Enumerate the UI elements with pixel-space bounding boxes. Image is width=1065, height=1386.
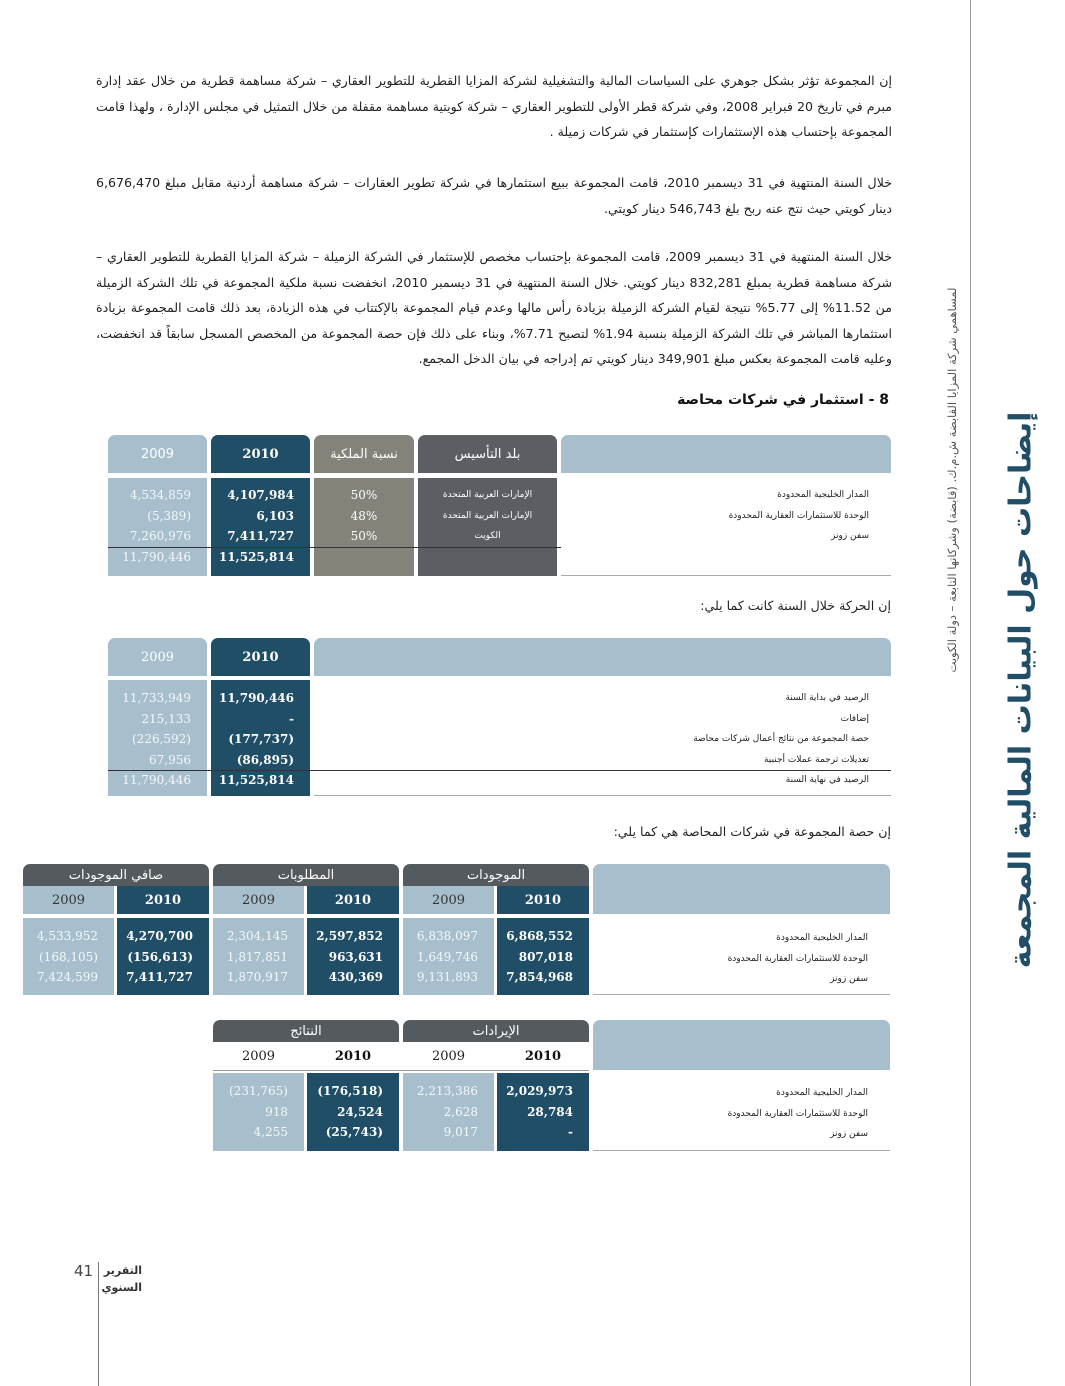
cell: 2,628 bbox=[443, 1104, 478, 1119]
group-revenues: الإيرادات bbox=[403, 1020, 589, 1042]
col-2009 bbox=[108, 680, 207, 796]
row-label: تعديلات ترجمة عملات أجنبية bbox=[763, 754, 869, 765]
total-rule bbox=[108, 770, 891, 771]
total-rule bbox=[108, 547, 561, 548]
cell-2009: 4,534,859 bbox=[129, 488, 191, 502]
cell-2009: (226,592) bbox=[132, 732, 191, 746]
cell: 7,424,599 bbox=[36, 970, 98, 984]
header-2010: 2010 bbox=[117, 886, 209, 914]
header-name bbox=[593, 1020, 890, 1070]
paragraph-sale: خلال السنة المنتهية في 31 ديسمبر 2010، قامت المجموعة ببيع استثمارها في شركة تطوير العقارات – شركة مساهمة أردنية مقابل مبلغ 6,676,470 دينار كويتي حيث نتج عنه ربح بلغ 546,743 دينار كويتي. bbox=[96, 175, 892, 216]
row-label: الرصيد في بداية السنة bbox=[785, 693, 869, 703]
cell: 2,029,973 bbox=[506, 1084, 573, 1098]
header-name bbox=[561, 435, 891, 473]
cell: 963,631 bbox=[328, 949, 383, 964]
header-2009: 2009 bbox=[108, 638, 207, 676]
cell-country: الكويت bbox=[474, 531, 501, 541]
header-name bbox=[593, 864, 890, 914]
logo-line: السنوي bbox=[101, 1281, 142, 1294]
col-liabilities-2009 bbox=[213, 918, 304, 995]
cell-country: الإمارات العربية المتحدة bbox=[442, 490, 533, 500]
header-2010: 2010 bbox=[211, 638, 310, 676]
cell-ownership: 50% bbox=[350, 529, 378, 543]
row-label: المدار الخليجية المحدودة bbox=[777, 490, 869, 500]
col-2010 bbox=[211, 680, 310, 796]
row-label: الوحدة للاستثمارات العقارية المحدودة bbox=[727, 1108, 868, 1119]
cell: 430,369 bbox=[328, 970, 383, 984]
logo-line: التقرير bbox=[103, 1264, 142, 1277]
intro-share: إن حصة المجموعة في شركات المحاصة هي كما يلي: bbox=[613, 824, 891, 839]
header-2010: 2010 bbox=[497, 886, 589, 914]
cell: 9,017 bbox=[443, 1125, 478, 1139]
col-assets-2009 bbox=[403, 918, 494, 995]
col-name bbox=[561, 478, 891, 576]
cell-2009: 11,733,949 bbox=[122, 691, 191, 705]
total-2010: 11,525,814 bbox=[218, 773, 294, 787]
cell-2010: 4,107,984 bbox=[227, 488, 294, 502]
total-2009: 11,790,446 bbox=[122, 773, 191, 787]
col-liabilities-2010 bbox=[307, 918, 399, 995]
cell: 4,255 bbox=[253, 1125, 288, 1139]
cell-2009: 215,133 bbox=[141, 711, 191, 726]
cell: (168,105) bbox=[39, 949, 98, 964]
cell: 24,524 bbox=[337, 1104, 383, 1119]
header-2010: 2010 bbox=[307, 886, 399, 914]
cell: (25,743) bbox=[325, 1125, 383, 1139]
header-2009: 2009 bbox=[403, 886, 494, 914]
col-name bbox=[593, 918, 890, 995]
col-ownership bbox=[314, 478, 414, 576]
header-country: بلد التأسيس bbox=[418, 435, 557, 473]
group-assets: الموجودات bbox=[403, 864, 589, 886]
col-results-2009 bbox=[213, 1073, 304, 1151]
group-liabilities: المطلوبات bbox=[213, 864, 399, 886]
cell: 918 bbox=[265, 1104, 288, 1119]
header-2009: 2009 bbox=[241, 1048, 276, 1064]
row-label: حصة المجموعة من نتائج أعمال شركات محاصة bbox=[693, 734, 869, 744]
side-title: إيضاحات حول البيانات المالية المجمعة bbox=[1003, 411, 1039, 969]
col-net-assets-2010 bbox=[117, 918, 209, 995]
header-2010: 2010 bbox=[334, 1048, 372, 1064]
cell: 6,868,552 bbox=[506, 929, 573, 943]
cell: 7,854,968 bbox=[506, 970, 573, 984]
annual-report-logo bbox=[101, 1262, 142, 1296]
cell-2009: 7,260,976 bbox=[129, 529, 191, 543]
row-label: المدار الخليجية المحدودة bbox=[776, 1088, 868, 1098]
cell: - bbox=[568, 1125, 573, 1139]
cell-ownership: 50% bbox=[350, 488, 378, 502]
col-revenues-2009 bbox=[403, 1073, 494, 1151]
intro-movement: إن الحركة خلال السنة كانت كما يلي: bbox=[700, 598, 891, 613]
cell: 28,784 bbox=[527, 1104, 573, 1119]
cell: 1,870,917 bbox=[226, 970, 288, 984]
row-label: إضافات bbox=[840, 713, 869, 724]
row-label: المدار الخليجية المحدودة bbox=[776, 933, 868, 943]
col-assets-2010 bbox=[497, 918, 589, 995]
header-2009: 2009 bbox=[431, 1048, 466, 1064]
cell-ownership: 48% bbox=[350, 508, 378, 523]
row-label: الوحدة للاستثمارات العقارية المحدودة bbox=[727, 953, 868, 964]
section-heading: 8 - استثمار في شركات محاصة bbox=[677, 392, 889, 408]
row-label: الوحدة للاستثمارات العقارية المحدودة bbox=[728, 510, 869, 521]
cell: 2,213,386 bbox=[416, 1084, 478, 1098]
cell: 4,533,952 bbox=[36, 929, 98, 943]
cell: (156,613) bbox=[127, 949, 193, 964]
cell: 807,018 bbox=[518, 949, 573, 964]
row-label: الرصيد في نهاية السنة bbox=[785, 775, 869, 785]
paragraph-provision: خلال السنة المنتهية في 31 ديسمبر 2009، قامت المجموعة بإحتساب مخصص للإستثمار في الشركة الزميلة – شركة المزايا القطرية للتطوير العقاري – شركة مساهمة قطرية بمبلغ 832,281 دينار كويتي. خلال السنة المنتهية في 31 ديسمبر 2010، انخفضت نسبة ملكية المجموعة في تلك الشركة الزميلة من 11.52% إلى 5.77% نتيجة لقيام الشركة الزميلة بزيادة رأس مالها وعدم قيام المجموعة بالإكتتاب في هذه الزيادة، بعد ذلك قامت المجموعة بزيادة استثمارها المباشر في تلك الشركة الزميلة بنسبة 1.94% لتصبح 7.71%، وبناء على ذلك فإن حصة المجموعة من المخصص المسجل سابقاً قد انخفضت، وعليه قامت المجموعة بعكس مبلغ 349,901 دينار كويتي تم إدراجه في بيان الدخل المجمع. bbox=[96, 249, 892, 366]
row-label: سفن زونز bbox=[830, 974, 868, 984]
cell-2009: (5,389) bbox=[147, 508, 191, 523]
cell: 9,131,893 bbox=[416, 970, 478, 984]
cell-2010: (177,737) bbox=[228, 732, 294, 746]
cell: 1,817,851 bbox=[226, 949, 288, 964]
cell: 2,304,145 bbox=[226, 929, 288, 943]
page-number: 41 bbox=[74, 1262, 94, 1280]
cell-2010: 7,411,727 bbox=[227, 529, 294, 543]
cell: 2,597,852 bbox=[316, 929, 383, 943]
cell-2010: 11,790,446 bbox=[218, 691, 294, 705]
header-2009: 2009 bbox=[108, 435, 207, 473]
cell: (176,518) bbox=[317, 1084, 383, 1098]
col-revenues-2010 bbox=[497, 1073, 589, 1151]
col-name bbox=[593, 1073, 890, 1151]
cell-2010: (86,895) bbox=[236, 752, 294, 767]
cell: 4,270,700 bbox=[126, 929, 193, 943]
cell: 6,838,097 bbox=[416, 929, 478, 943]
header-ownership: نسبة الملكية bbox=[314, 435, 414, 473]
header-2010: 2010 bbox=[211, 435, 310, 473]
header-2009: 2009 bbox=[23, 886, 114, 914]
cell-2010: 6,103 bbox=[256, 508, 294, 523]
col-2009 bbox=[108, 478, 207, 576]
header-name bbox=[314, 638, 891, 676]
total-2010: 11,525,814 bbox=[218, 549, 294, 564]
header-rule bbox=[213, 1070, 589, 1071]
cell-2009: 67,956 bbox=[149, 752, 191, 767]
cell-country: الإمارات العربية المتحدة bbox=[442, 510, 533, 521]
total-2009: 11,790,446 bbox=[122, 549, 191, 564]
header-2009: 2009 bbox=[213, 886, 304, 914]
paragraph-associates: إن المجموعة تؤثر بشكل جوهري على السياسات المالية والتشغيلية لشركة المزايا القطرية للتطوير العقاري – شركة مساهمة قطرية من خلال عقد إدارة مبرم في تاريخ 20 فبراير 2008، وفي شركة قطر الأولى للتطوير العقاري – شركة كويتية مساهمة مقفلة من خلال التمثيل في مجلس الإدارة ، ولهذا قامت المجموعة بإحتساب هذه الإستثمارات كإستثمار في شركات زميلة . bbox=[96, 73, 892, 139]
group-net-assets: صافي الموجودات bbox=[23, 864, 209, 886]
footer-divider bbox=[98, 1262, 99, 1386]
header-2010: 2010 bbox=[524, 1048, 562, 1064]
side-subtitle: لمساهمي شركة المزايا القابضة ش.م.ك. (قابضة) وشركاتها التابعة – دولة الكويت bbox=[945, 287, 959, 673]
col-2010 bbox=[211, 478, 310, 576]
row-label: سفن زونز bbox=[830, 1129, 868, 1139]
col-net-assets-2009 bbox=[23, 918, 114, 995]
group-results: النتائج bbox=[213, 1020, 399, 1042]
cell: 7,411,727 bbox=[126, 970, 193, 984]
row-label: سفن زونز bbox=[831, 531, 869, 541]
col-country bbox=[418, 478, 557, 576]
cell-2010: - bbox=[289, 711, 294, 726]
cell: 1,649,746 bbox=[416, 949, 478, 964]
col-name bbox=[314, 680, 891, 796]
cell: (231,765) bbox=[229, 1084, 288, 1098]
col-results-2010 bbox=[307, 1073, 399, 1151]
side-divider bbox=[970, 0, 971, 1386]
